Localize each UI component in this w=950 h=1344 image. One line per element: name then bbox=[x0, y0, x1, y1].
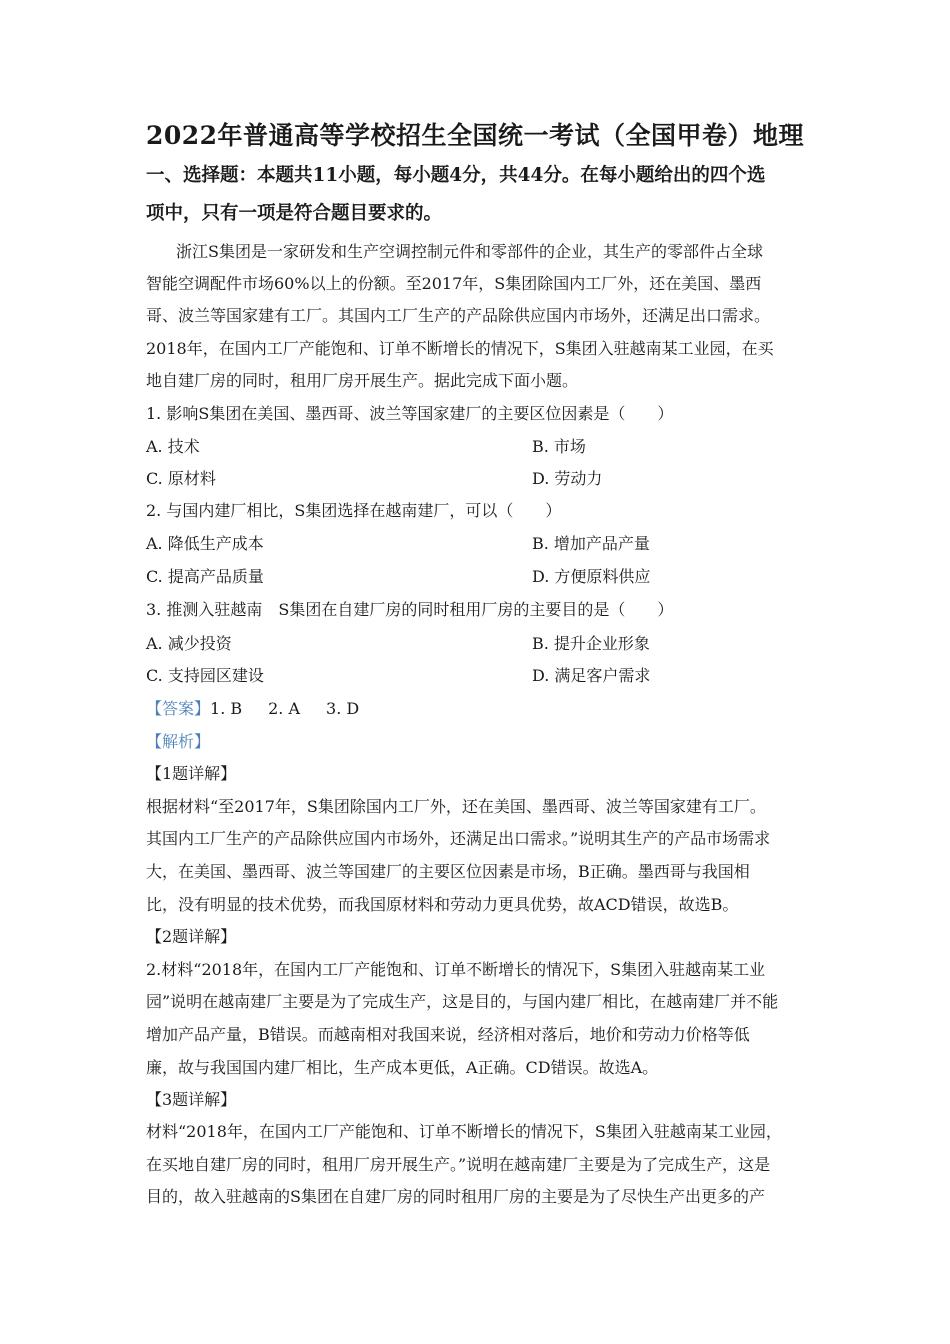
detail-1-line-3: 大，在美国、墨西哥、波兰等国建厂的主要区位因素是市场，B正确。墨西哥与我国相 bbox=[146, 862, 750, 881]
answer-item-1: 1. B bbox=[210, 699, 243, 718]
analysis-label: 【解析】 bbox=[146, 732, 211, 751]
question-1-option-d: D. 劳动力 bbox=[532, 469, 603, 488]
question-3-option-a: A. 减少投资 bbox=[146, 634, 232, 653]
detail-3-line-2: 在买地自建厂房的同时，租用厂房开展生产。”说明在越南建厂主要是为了完成生产，这是 bbox=[146, 1155, 771, 1174]
detail-2-line-1: 2.材料“2018年，在国内工厂产能饱和、订单不断增长的情况下，S集团入驻越南某工业 bbox=[146, 960, 766, 979]
question-2-option-c: C. 提高产品质量 bbox=[146, 567, 264, 586]
detail-2-line-4: 廉，故与我国国内建厂相比，生产成本更低，A正确。CD错误。故选A。 bbox=[146, 1058, 659, 1077]
section-heading-line-1: 一、选择题：本题共11小题，每小题4分，共44分。在每小题给出的四个选 bbox=[146, 165, 766, 186]
detail-3-line-1: 材料“2018年，在国内工厂产能饱和、订单不断增长的情况下，S集团入驻越南某工业园， bbox=[146, 1122, 782, 1141]
exam-title: 2022年普通高等学校招生全国统一考试（全国甲卷）地理 bbox=[145, 121, 805, 150]
detail-2-heading: 【2题详解】 bbox=[146, 927, 237, 946]
answer-item-3: 3. D bbox=[326, 699, 360, 718]
question-3-option-c: C. 支持园区建设 bbox=[146, 666, 264, 685]
question-1-option-b: B. 市场 bbox=[532, 437, 586, 456]
question-1-option-c: C. 原材料 bbox=[146, 469, 216, 488]
detail-1-line-2: 其国内工厂生产的产品除供应国内市场外，还满足出口需求。”说明其生产的产品市场需求 bbox=[146, 829, 771, 848]
question-2-option-a: A. 降低生产成本 bbox=[146, 534, 264, 553]
passage-line-1: 浙江S集团是一家研发和生产空调控制元件和零部件的企业，其生产的零部件占全球 bbox=[176, 242, 763, 261]
question-1-option-a: A. 技术 bbox=[146, 437, 200, 456]
passage-line-4: 2018年，在国内工厂产能饱和、订单不断增长的情况下，S集团入驻越南某工业园，在买 bbox=[146, 339, 774, 358]
question-3-option-b: B. 提升企业形象 bbox=[532, 634, 650, 653]
question-2-option-b: B. 增加产品产量 bbox=[532, 534, 650, 553]
detail-2-line-3: 增加产品产量，B错误。而越南相对我国来说，经济相对落后，地价和劳动力价格等低 bbox=[146, 1025, 750, 1044]
passage-line-5: 地自建厂房的同时，租用厂房开展生产。据此完成下面小题。 bbox=[146, 371, 579, 390]
question-3-stem: 3. 推测入驻越南 S集团在自建厂房的同时租用厂房的主要目的是（ ） bbox=[146, 600, 674, 619]
answer-label: 【答案】 bbox=[146, 699, 211, 718]
detail-1-line-4: 比，没有明显的技术优势，而我国原材料和劳动力更具优势，故ACD错误，故选B。 bbox=[146, 895, 739, 914]
answer-item-2: 2. A bbox=[268, 699, 301, 718]
answer-row bbox=[146, 698, 826, 720]
detail-1-heading: 【1题详解】 bbox=[146, 764, 237, 783]
detail-3-line-3: 目的，故入驻越南的S集团在自建厂房的同时租用厂房的主要是为了尽快生产出更多的产 bbox=[146, 1187, 765, 1206]
detail-3-heading: 【3题详解】 bbox=[146, 1090, 237, 1109]
question-3-option-d: D. 满足客户需求 bbox=[532, 666, 651, 685]
detail-2-line-2: 园”说明在越南建厂主要是为了完成生产，这是目的，与国内建厂相比，在越南建厂并不能 bbox=[146, 992, 779, 1011]
section-heading-line-2: 项中，只有一项是符合题目要求的。 bbox=[146, 203, 443, 224]
detail-1-line-1: 根据材料“至2017年，S集团除国内工厂外，还在美国、墨西哥、波兰等国家建有工厂。 bbox=[146, 797, 766, 816]
question-2-stem: 2. 与国内建厂相比，S集团选择在越南建厂，可以（ ） bbox=[146, 501, 562, 520]
question-2-option-d: D. 方便原料供应 bbox=[532, 567, 651, 586]
question-1-stem: 1. 影响S集团在美国、墨西哥、波兰等国家建厂的主要区位因素是（ ） bbox=[146, 404, 674, 423]
passage-line-3: 哥、波兰等国家建有工厂。其国内工厂生产的产品除供应国内市场外，还满足出口需求。 bbox=[146, 306, 771, 325]
passage-line-2: 智能空调配件市场60%以上的份额。至2017年，S集团除国内工厂外，还在美国、墨西 bbox=[146, 274, 762, 293]
